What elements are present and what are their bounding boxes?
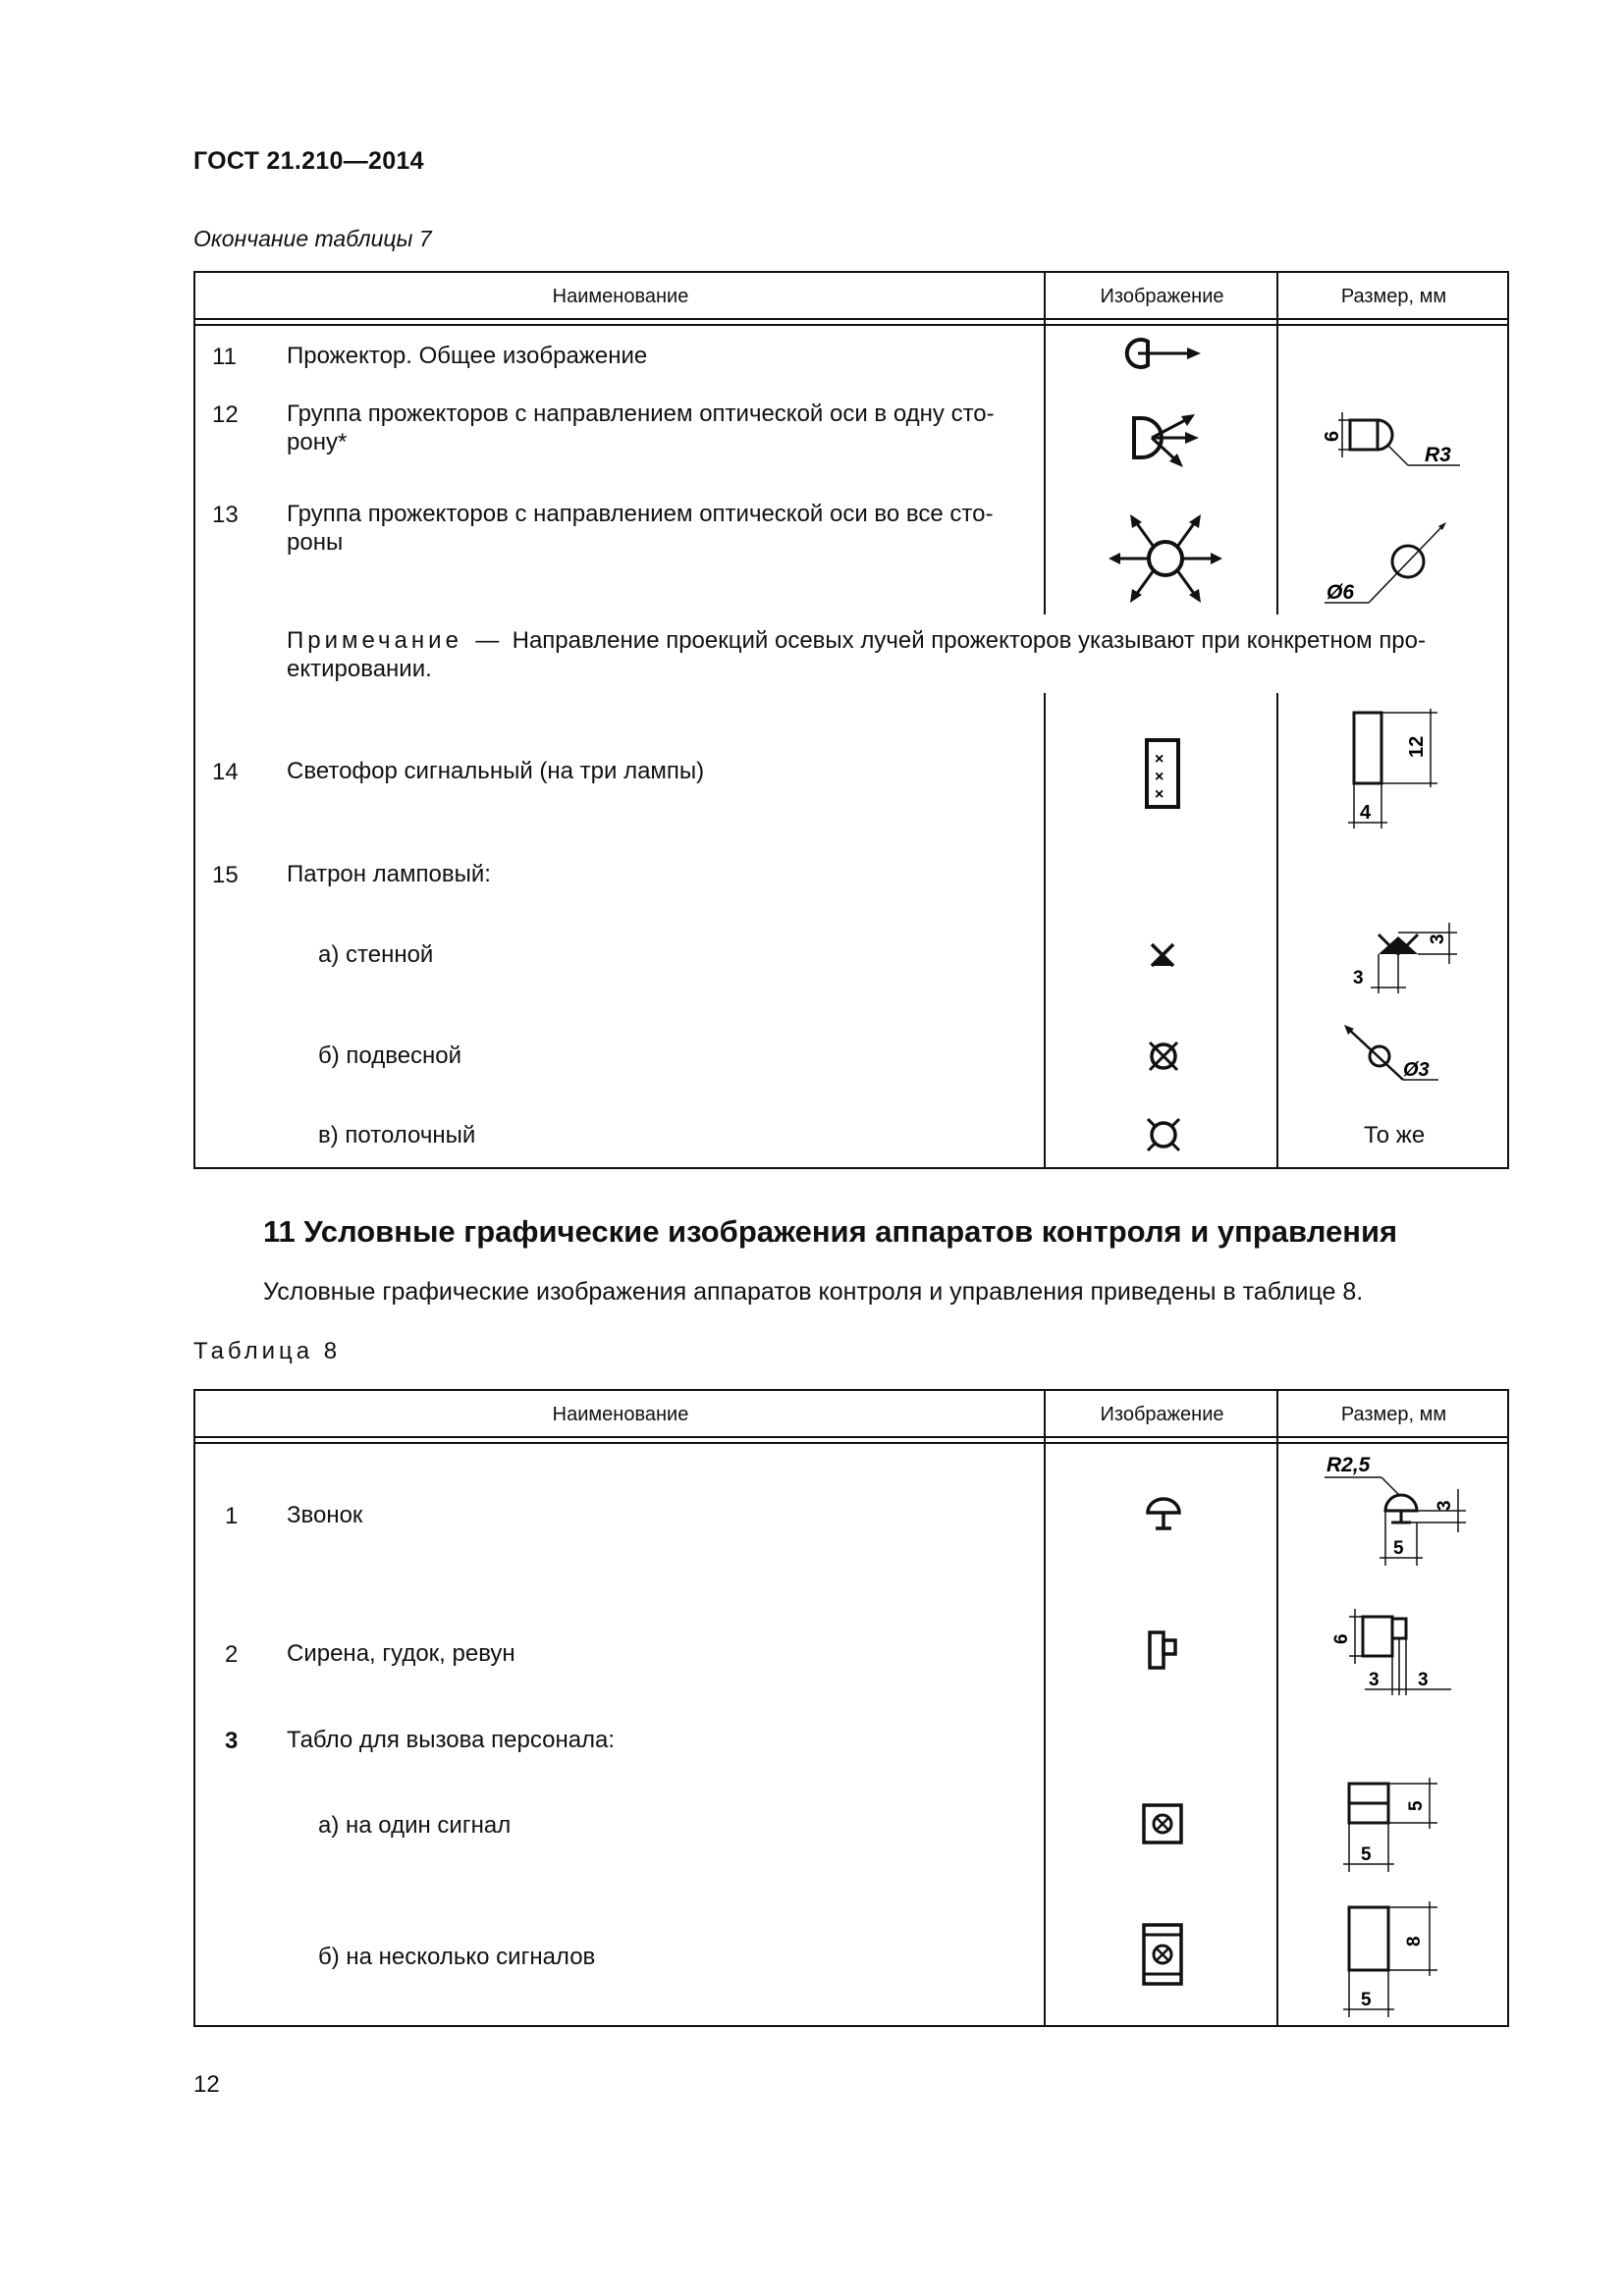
section-title: 11 Условные графические изображения аппаратов контроля и управления: [263, 1214, 1398, 1249]
note-text: ектировании.: [287, 656, 432, 682]
row-name: Светофор сигнальный (на три лампы): [287, 758, 705, 784]
header-divider: [195, 1436, 1507, 1438]
dim-label: 6: [1322, 430, 1343, 442]
dim-label: 5: [1393, 1538, 1404, 1559]
svg-text:×: ×: [1155, 786, 1164, 803]
column-header-name: Наименование: [552, 285, 689, 307]
bell-dimension: [1323, 1450, 1470, 1573]
column-header-size: Размер, мм: [1340, 285, 1447, 307]
dim-label: Ø6: [1326, 581, 1355, 604]
row-name: в) потолочный: [318, 1122, 476, 1148]
document-header: ГОСТ 21.210—2014: [193, 147, 424, 175]
column-divider: [1044, 693, 1046, 1169]
row-name: Табло для вызова персонала:: [287, 1727, 616, 1753]
dim-label: 3: [1428, 934, 1448, 944]
traffic-light-icon: [1143, 736, 1182, 820]
pendant-socket-dimension: [1340, 1023, 1478, 1106]
wall-socket-icon: [1148, 940, 1177, 975]
row-number: 1: [225, 1503, 239, 1529]
dim-label: 5: [1406, 1800, 1427, 1811]
bell-icon: [1144, 1495, 1183, 1539]
call-panel-multi-icon: [1140, 1921, 1187, 1995]
row-name-line: роны: [287, 529, 344, 556]
table-7: [193, 271, 1509, 1169]
dim-label: 3: [1353, 968, 1364, 988]
projector-group-dimension: [1315, 406, 1462, 490]
column-header-size: Размер, мм: [1340, 1403, 1447, 1425]
call-panel-multi-dimension: [1339, 1901, 1457, 2024]
row-name: Сирена, гудок, ревун: [287, 1640, 515, 1667]
siren-dimension: [1329, 1605, 1467, 1708]
section-paragraph: Условные графические изображения аппаратов контроля и управления приведены в таблице 8.: [263, 1278, 1364, 1306]
traffic-light-dimension: [1344, 709, 1462, 841]
wall-socket-dimension: [1349, 909, 1467, 1002]
row-name-line: рону*: [287, 429, 348, 455]
projector-group-all-dimension: [1325, 512, 1462, 615]
table-7-header: [195, 273, 1507, 320]
row-name: а) стенной: [318, 941, 434, 968]
column-divider: [1044, 273, 1046, 614]
dim-label: 3: [1435, 1500, 1455, 1511]
svg-text:×: ×: [1155, 769, 1164, 785]
row-number: 13: [212, 502, 239, 528]
dim-label: 3: [1369, 1670, 1380, 1690]
row-number: 11: [212, 344, 237, 370]
note-text: Направление проекций осевых лучей прожекторов указывают при конкретном про-: [512, 627, 1426, 654]
row-name-line: Группа прожекторов с направлением оптической оси во все сто-: [287, 501, 994, 527]
row-name: б) подвесной: [318, 1042, 462, 1069]
siren-icon: [1144, 1627, 1183, 1681]
column-divider: [1276, 1391, 1278, 2027]
dim-label: R3: [1425, 444, 1451, 466]
column-header-image: Изображение: [1100, 1403, 1224, 1425]
row-number: 2: [225, 1641, 239, 1668]
column-divider: [1276, 273, 1278, 614]
row-number: 14: [212, 759, 239, 785]
size-text: То же: [1364, 1122, 1426, 1148]
note-label: Примечание: [287, 627, 462, 654]
page-number: 12: [193, 2071, 220, 2098]
header-divider: [195, 318, 1507, 320]
dim-label: Ø3: [1403, 1059, 1430, 1081]
row-name: Прожектор. Общее изображение: [287, 343, 648, 369]
dim-label: 8: [1404, 1936, 1425, 1947]
call-panel-single-dimension: [1339, 1778, 1457, 1891]
row-name: Патрон ламповый:: [287, 861, 491, 887]
row-number: 12: [212, 401, 239, 428]
column-header-image: Изображение: [1100, 285, 1224, 307]
pendant-socket-icon: [1144, 1037, 1183, 1081]
svg-text:×: ×: [1155, 751, 1164, 768]
dim-label: R2,5: [1326, 1454, 1371, 1476]
ceiling-socket-icon: [1144, 1115, 1183, 1159]
row-name-line: Группа прожекторов с направлением оптической оси в одну сто-: [287, 400, 995, 427]
row-number: 3: [225, 1728, 239, 1754]
dim-label: 12: [1406, 735, 1428, 758]
projector-group-all-sides-icon: [1107, 505, 1224, 617]
call-panel-single-icon: [1140, 1801, 1187, 1853]
note-dash: —: [475, 627, 500, 654]
table-8-header: [195, 1391, 1507, 1438]
row-name: [287, 400, 1033, 456]
header-divider: [195, 1442, 1507, 1444]
dim-label: 5: [1361, 1844, 1372, 1865]
column-divider: [1276, 693, 1278, 1169]
row-name: б) на несколько сигналов: [318, 1944, 596, 1970]
dim-label: 3: [1418, 1670, 1429, 1690]
row-name: а) на один сигнал: [318, 1812, 512, 1839]
table-8-caption: Таблица 8: [193, 1338, 342, 1364]
column-header-name: Наименование: [552, 1403, 689, 1425]
table-8: [193, 1389, 1509, 2027]
projector-icon: [1118, 332, 1207, 380]
column-divider: [1044, 1391, 1046, 2027]
header-divider: [195, 324, 1507, 326]
table-continuation-caption: Окончание таблицы 7: [193, 226, 432, 251]
row-name: [287, 500, 1033, 557]
dim-label: 6: [1331, 1633, 1352, 1644]
row-number: 15: [212, 862, 239, 888]
dim-label: 5: [1361, 1990, 1372, 2010]
table-note: [287, 626, 1504, 683]
row-name: Звонок: [287, 1502, 363, 1528]
projector-group-one-side-icon: [1128, 406, 1207, 480]
dim-label: 4: [1360, 802, 1372, 824]
